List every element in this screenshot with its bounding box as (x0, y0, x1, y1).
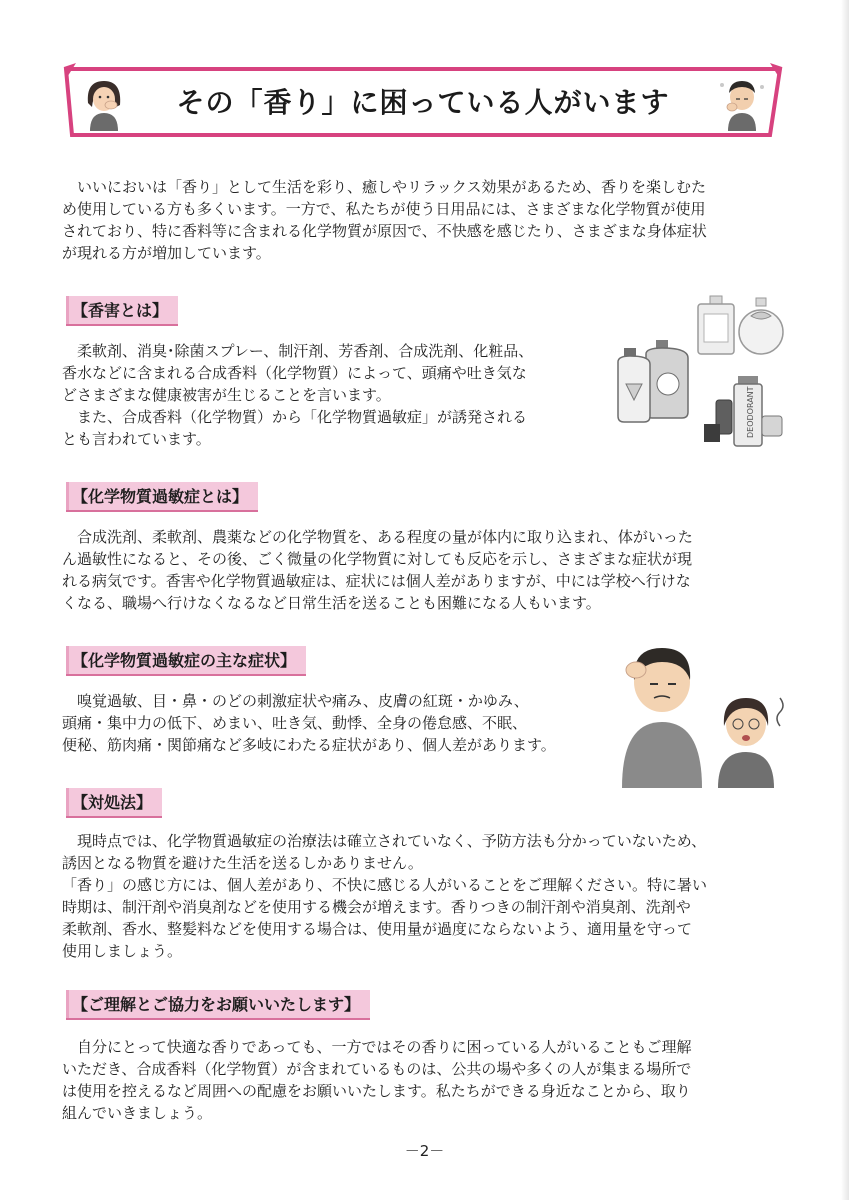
text-line: れる病気です。香害や化学物質過敏症は、症状には個人差がありますが、中には学校へ行けな (62, 572, 691, 590)
section-heading-mcs: 【化学物質過敏症とは】 (66, 482, 258, 512)
text-line: 頭痛・集中力の低下、めまい、吐き気、動悸、全身の倦怠感、不眠、 (62, 714, 528, 732)
page-edge (841, 0, 849, 1200)
section-heading-countermeasures: 【対処法】 (66, 788, 162, 818)
text-line: 使用しましょう。 (62, 942, 183, 960)
section-mcs-text (62, 526, 693, 614)
intro-line: が現れる方が増加しています。 (62, 244, 271, 262)
text-line: 柔軟剤、香水、整髪料などを使用する場合は、使用量が過度にならないよう、適用量を守って (62, 920, 693, 938)
section-heading-symptoms: 【化学物質過敏症の主な症状】 (66, 646, 306, 676)
page-title: その「香り」に困っている人がいます (176, 86, 670, 119)
intro-line: されており、特に香料等に含まれる化学物質が原因で、不快感を感じたり、さまざまな身体症状 (62, 222, 707, 240)
section-heading-kougai: 【香害とは】 (66, 296, 178, 326)
text-line: は使用を控えるなど周囲への配慮をお願いいたします。私たちができる身近なことから、取り (62, 1082, 691, 1100)
text-line: どさまざまな健康被害が生じることを言います。 (62, 386, 391, 404)
page-number: －2－ (404, 1142, 445, 1160)
sick-people-illustration (614, 640, 794, 788)
woman-nose-cover-icon (78, 75, 130, 131)
text-line: 香水などに含まれる合成香料（化学物質）によって、頭痛や吐き気な (62, 364, 527, 382)
intro-line: いいにおいは「香り」として生活を彩り、癒しやリラックス効果があるため、香りを楽しむた (77, 178, 706, 196)
text-line: くなる、職場へ行けなくなるなど日常生活を送ることも困難になる人もいます。 (62, 594, 601, 612)
man-sick-icon (716, 75, 768, 131)
deodorant-label: DEODORANT (746, 386, 755, 438)
text-line: ん過敏性になると、その後、ごく微量の化学物質に対しても反応を示し、さまざまな症状が現 (62, 550, 693, 568)
text-line: 「香り」の感じ方には、個人差があり、不快に感じる人がいることをご理解ください。特に暑い (62, 876, 708, 894)
title-banner (62, 63, 784, 141)
text-line: 柔軟剤、消臭･除菌スプレー、制汗剤、芳香剤、合成洗剤、化粧品、 (77, 342, 534, 360)
intro-line: め使用している方も多くいます。一方で、私たちが使う日用品には、さまざまな化学物質が使用 (62, 200, 706, 218)
section-kougai-text (62, 340, 533, 450)
text-line: 自分にとって快適な香りであっても、一方ではその香りに困っている人がいることもご理解 (77, 1038, 692, 1056)
text-line: 便秘、筋肉痛・関節痛など多岐にわたる症状があり、個人差があります。 (62, 736, 556, 754)
text-line: とも言われています。 (62, 430, 211, 448)
text-line: 嗅覚過敏、目・鼻・のどの刺激症状や痛み、皮膚の紅斑・かゆみ、 (77, 692, 529, 710)
text-line: 組んでいきましょう。 (62, 1104, 213, 1122)
section-countermeasures-text (62, 830, 707, 962)
text-line: また、合成香料（化学物質）から「化学物質過敏症」が誘発される (77, 408, 528, 426)
text-line: いただき、合成香料（化学物質）が含まれているものは、公共の場や多くの人が集まる場所で (62, 1060, 692, 1078)
section-heading-cooperation: 【ご理解とご協力をお願いいたします】 (66, 990, 370, 1020)
text-line: 現時点では、化学物質過敏症の治療法は確立されていなく、予防方法も分かっていないため、 (77, 832, 707, 850)
text-line: 時期は、制汗剤や消臭剤などを使用する機会が増えます。香りつきの制汗剤や消臭剤、洗剤や (62, 898, 691, 916)
section-symptoms-text (62, 690, 556, 756)
section-cooperation-text (62, 1036, 692, 1124)
text-line: 合成洗剤、柔軟剤、農薬などの化学物質を、ある程度の量が体内に取り込まれ、体がいった (77, 528, 693, 546)
intro-paragraph (62, 176, 707, 264)
fragrance-products-illustration (612, 292, 792, 452)
text-line: 誘因となる物質を避けた生活を送るしかありません。 (62, 854, 423, 872)
